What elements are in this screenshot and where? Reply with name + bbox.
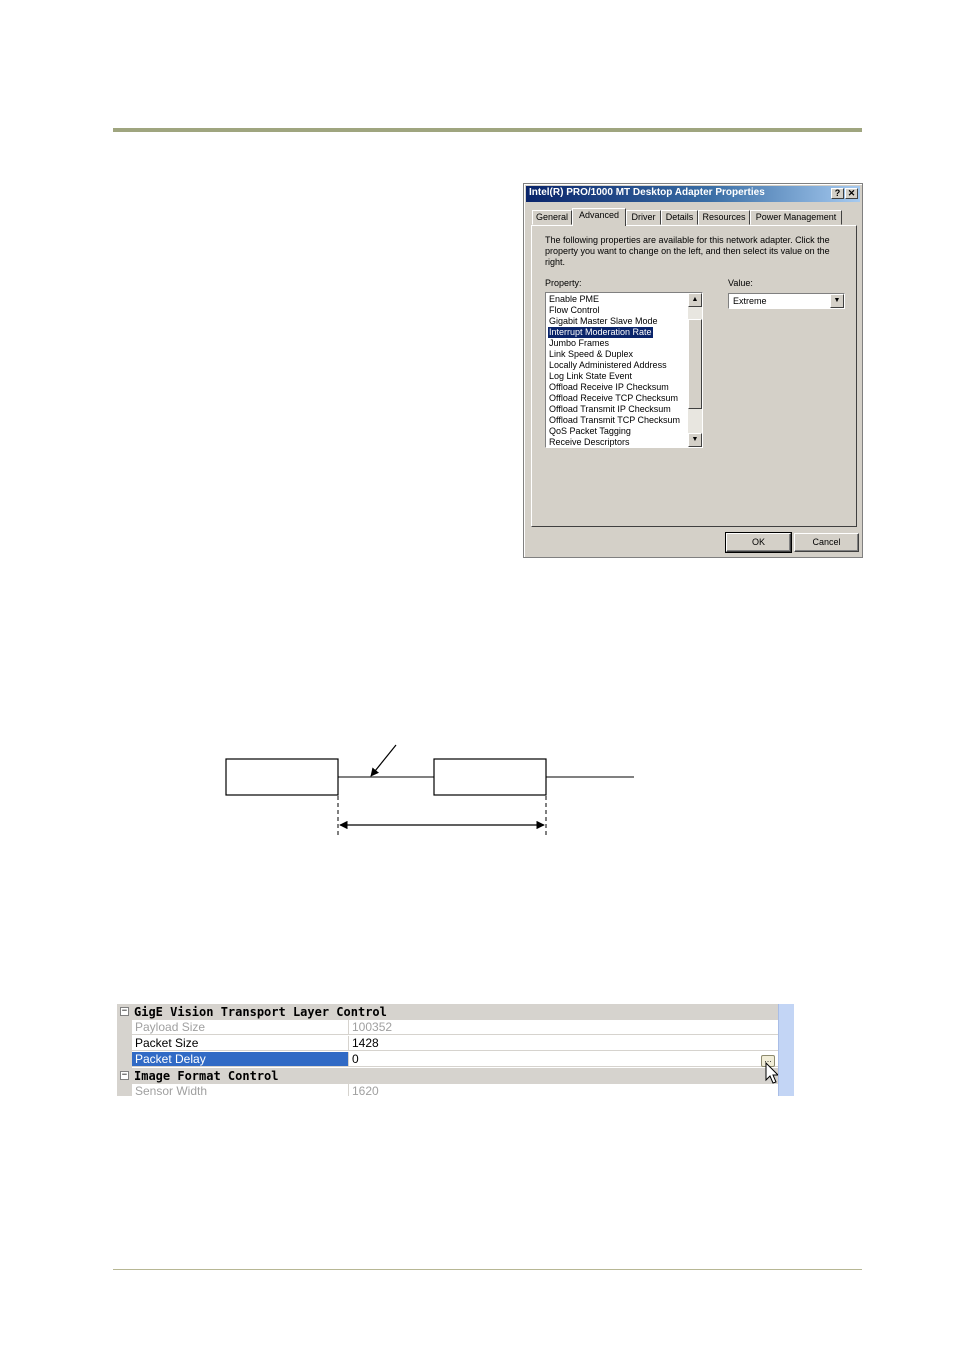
adapter-properties-dialog bbox=[523, 183, 863, 558]
property-item-offload-receive-tcp-checksum[interactable]: Offload Receive TCP Checksum bbox=[549, 393, 679, 403]
category-title: Image Format Control bbox=[134, 1069, 279, 1083]
header-rule bbox=[113, 128, 862, 132]
cancel-button[interactable]: Cancel bbox=[794, 533, 859, 552]
pointer-arrow bbox=[371, 745, 396, 776]
grid-row-sensor-width[interactable] bbox=[117, 1084, 778, 1096]
tab-advanced[interactable]: Advanced bbox=[572, 208, 626, 226]
dialog-titlebar[interactable] bbox=[526, 186, 860, 202]
property-value[interactable]: 1428 bbox=[349, 1036, 778, 1051]
tab-power-management[interactable]: Power Management bbox=[750, 210, 842, 225]
category-title: GigE Vision Transport Layer Control bbox=[134, 1005, 387, 1019]
grid-row-packet-size[interactable] bbox=[117, 1036, 778, 1052]
property-item-locally-administered-address[interactable]: Locally Administered Address bbox=[549, 360, 667, 370]
category-gige-vision-transport-layer-control[interactable] bbox=[117, 1004, 778, 1020]
property-item-interrupt-moderation-rate[interactable]: Interrupt Moderation Rate bbox=[549, 327, 652, 337]
property-item-jumbo-frames[interactable]: Jumbo Frames bbox=[549, 338, 610, 348]
grid-row-payload-size[interactable] bbox=[117, 1020, 778, 1036]
grid-row-packet-delay[interactable] bbox=[117, 1052, 778, 1068]
property-grid bbox=[117, 1004, 794, 1096]
property-item-offload-transmit-tcp-checksum[interactable]: Offload Transmit TCP Checksum bbox=[549, 415, 681, 425]
property-name: Payload Size bbox=[132, 1020, 349, 1035]
property-name: Sensor Width bbox=[132, 1084, 349, 1096]
property-value: 100352 bbox=[349, 1020, 778, 1035]
collapse-icon[interactable]: − bbox=[121, 1006, 128, 1016]
property-list-scrollbar[interactable] bbox=[688, 293, 702, 447]
property-label: Property: bbox=[545, 278, 582, 288]
value-label: Value: bbox=[728, 278, 753, 288]
scroll-thumb[interactable] bbox=[688, 319, 702, 409]
tab-strip bbox=[532, 208, 852, 225]
value-dropdown[interactable] bbox=[728, 293, 845, 309]
row-margin bbox=[117, 1084, 132, 1096]
packet-block-1 bbox=[226, 759, 338, 795]
packet-delay-diagram bbox=[220, 740, 640, 840]
property-item-offload-receive-ip-checksum[interactable]: Offload Receive IP Checksum bbox=[549, 382, 669, 392]
property-item-link-speed-duplex[interactable]: Link Speed & Duplex bbox=[549, 349, 634, 359]
chevron-down-icon[interactable]: ▼ bbox=[830, 294, 844, 308]
ok-button[interactable]: OK bbox=[726, 533, 791, 552]
property-value: 1620 bbox=[349, 1084, 778, 1096]
tab-resources[interactable]: Resources bbox=[698, 210, 750, 225]
property-value[interactable]: 0 bbox=[349, 1052, 778, 1067]
collapse-icon[interactable]: − bbox=[121, 1070, 128, 1080]
property-item-receive-descriptors[interactable]: Receive Descriptors bbox=[549, 437, 630, 447]
scroll-down-icon[interactable]: ▼ bbox=[688, 433, 702, 447]
edit-value-button[interactable]: … bbox=[761, 1055, 775, 1067]
tab-general[interactable]: General bbox=[532, 210, 572, 225]
packet-block-2 bbox=[434, 759, 546, 795]
property-name: Packet Size bbox=[132, 1036, 349, 1051]
property-item-enable-pme[interactable]: Enable PME bbox=[549, 294, 600, 304]
property-item-qos-packet-tagging[interactable]: QoS Packet Tagging bbox=[549, 426, 631, 436]
row-margin bbox=[117, 1036, 132, 1052]
property-name: Packet Delay bbox=[132, 1052, 349, 1067]
row-margin bbox=[117, 1020, 132, 1036]
scroll-up-icon[interactable]: ▲ bbox=[688, 293, 702, 307]
footer-rule bbox=[113, 1269, 862, 1270]
value-dropdown-text: Extreme bbox=[733, 296, 767, 306]
tab-details[interactable]: Details bbox=[661, 210, 698, 225]
tab-driver[interactable]: Driver bbox=[626, 210, 661, 225]
grid-scrollbar[interactable] bbox=[778, 1004, 794, 1096]
property-listbox[interactable] bbox=[545, 292, 703, 448]
advanced-panel bbox=[531, 225, 857, 527]
close-button[interactable]: ✕ bbox=[845, 188, 858, 199]
property-item-flow-control[interactable]: Flow Control bbox=[549, 305, 600, 315]
dialog-title: Intel(R) PRO/1000 MT Desktop Adapter Properties bbox=[529, 187, 765, 198]
panel-description: The following properties are available for this network adapter. Click the property you want to change on the left, and then select its value on the right. bbox=[545, 235, 830, 267]
property-item-gigabit-master-slave-mode[interactable]: Gigabit Master Slave Mode bbox=[549, 316, 658, 326]
help-button[interactable]: ? bbox=[831, 188, 844, 199]
property-item-log-link-state-event[interactable]: Log Link State Event bbox=[549, 371, 633, 381]
category-image-format-control[interactable] bbox=[117, 1068, 778, 1084]
property-item-offload-transmit-ip-checksum[interactable]: Offload Transmit IP Checksum bbox=[549, 404, 671, 414]
row-margin bbox=[117, 1052, 132, 1068]
